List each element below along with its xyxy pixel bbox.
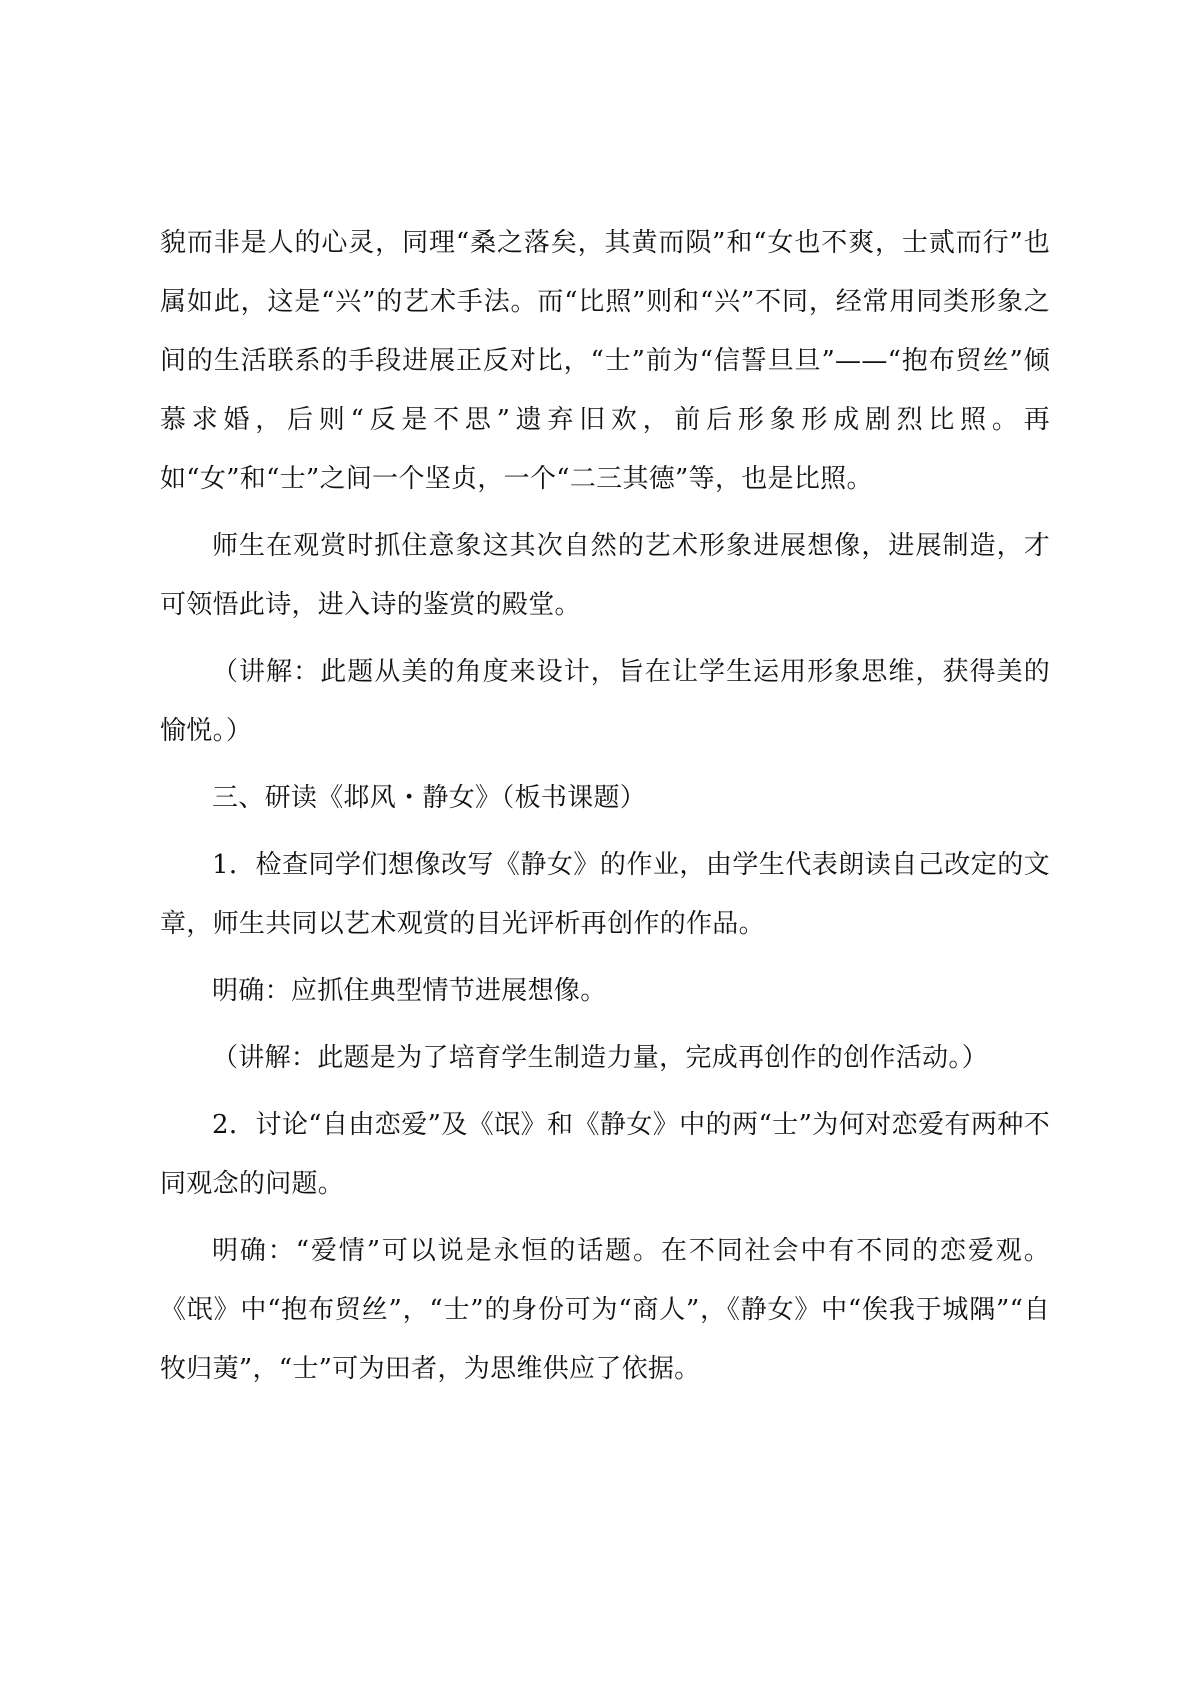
section-heading-3: 三、研读《邶风・静女》（板书课题） — [212, 783, 647, 813]
document-body — [160, 214, 1050, 1407]
answer-1: 明确：应抓住典型情节进展想像。 — [212, 976, 607, 1006]
note-explanation-1: （讲解：此题从美的角度来设计，旨在让学生运用形象思维，获得美的愉悦。） — [160, 657, 1050, 746]
list-item-1: 1．检查同学们想像改写《静女》的作业，由学生代表朗读自己改定的文章，师生共同以艺术观赏的目光评析再创作的作品。 — [160, 850, 1050, 939]
list-item-2: 2．讨论“自由恋爱”及《氓》和《静女》中的两“士”为何对恋爱有两种不同观念的问题。 — [160, 1110, 1050, 1199]
answer-2: 明确：“爱情”可以说是永恒的话题。在不同社会中有不同的恋爱观。《氓》中“抱布贸丝”，“士”的身份可为“商人”，《静女》中“俟我于城隅”“自牧归荑”，“士”可为田者，为思维供应了依据。 — [160, 1236, 1050, 1384]
paragraph-appreciation: 师生在观赏时抓住意象这其次自然的艺术形象进展想像，进展制造，才可领悟此诗，进入诗的鉴赏的殿堂。 — [160, 531, 1050, 620]
note-explanation-2: （讲解：此题是为了培育学生制造力量，完成再创作的创作活动。） — [212, 1043, 989, 1073]
paragraph-continuation: 貌而非是人的心灵，同理“桑之落矣，其黄而陨”和“女也不爽，士贰而行”也属如此，这是“兴”的艺术手法。而“比照”则和“兴”不同，经常用同类形象之间的生活联系的手段进展正反对比，“士”前为“信誓旦旦”——“抱布贸丝”倾慕求婚，后则“反是不思”遗弃旧欢，前后形象形成剧烈比照。再如“女”和“士”之间一个坚贞，一个“二三其德”等，也是比照。 — [160, 228, 1050, 494]
